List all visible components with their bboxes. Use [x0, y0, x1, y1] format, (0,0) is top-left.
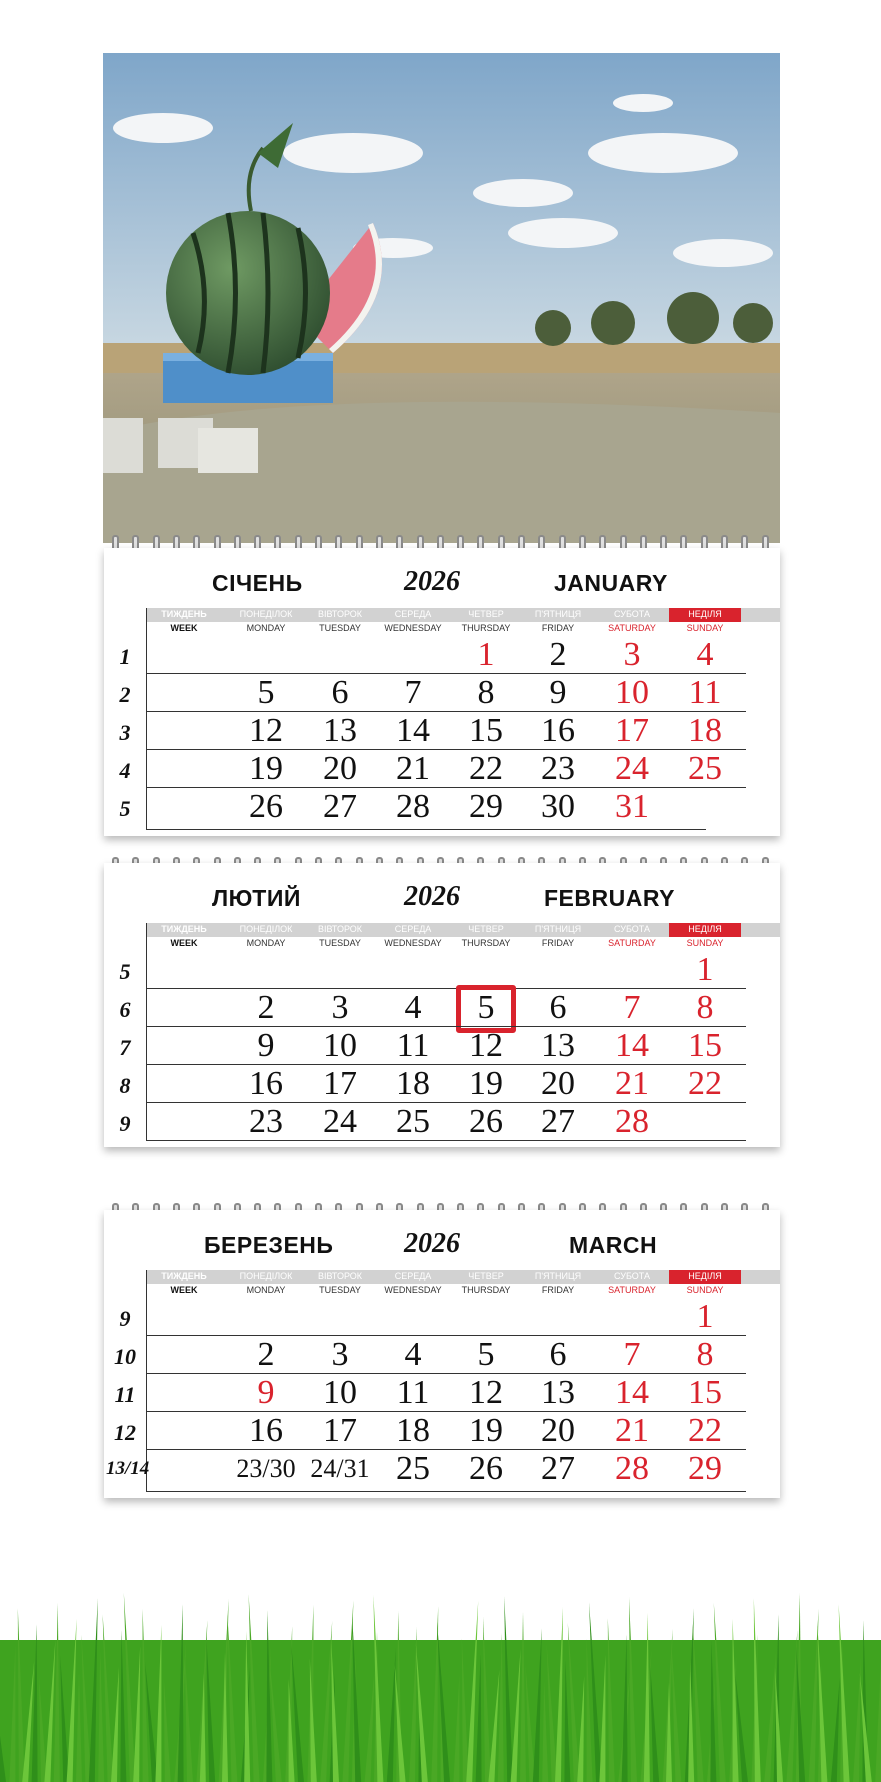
- day-cell[interactable]: 20: [323, 750, 357, 787]
- day-cell[interactable]: 26: [469, 1103, 503, 1140]
- weekday-label-ua: П'ЯТНИЦЯ: [534, 609, 582, 619]
- day-cell[interactable]: 9: [257, 1374, 275, 1411]
- week-row-divider: [146, 1449, 746, 1450]
- day-cell[interactable]: 10: [323, 1374, 357, 1411]
- weekday-label-ua: НЕДІЛЯ: [688, 1271, 722, 1281]
- weekday-header-ua: [146, 608, 780, 622]
- week-number: 9: [119, 1306, 131, 1331]
- weekday-header-en: [146, 1284, 780, 1298]
- weekday-label-ua: П'ЯТНИЦЯ: [534, 1271, 582, 1281]
- week-number: 9: [119, 1111, 131, 1136]
- day-cell[interactable]: 15: [688, 1374, 722, 1411]
- weekday-label-en: TUESDAY: [319, 1285, 361, 1295]
- day-cell[interactable]: 19: [469, 1065, 503, 1102]
- weekday-label-en: FRIDAY: [541, 938, 575, 948]
- weekday-label-en: THURSDAY: [461, 623, 511, 633]
- month-name-en: FEBRUARY: [544, 885, 675, 911]
- day-cell[interactable]: 27: [541, 1103, 575, 1140]
- day-cell[interactable]: 12: [469, 1027, 503, 1064]
- weekday-label-ua: ВІВТОРОК: [317, 924, 363, 934]
- day-cell[interactable]: 27: [541, 1450, 575, 1487]
- weekday-label-ua: ЧЕТВЕР: [468, 609, 504, 619]
- day-cell[interactable]: 4: [404, 989, 422, 1026]
- weekday-label-ua: СУБОТА: [614, 1271, 650, 1281]
- week-label-ua: ТИЖДЕНЬ: [161, 609, 207, 619]
- day-cell[interactable]: 15: [469, 712, 503, 749]
- week-number: 5: [119, 796, 131, 821]
- week-row-divider: [146, 1335, 746, 1336]
- day-cell[interactable]: 16: [541, 712, 575, 749]
- day-cell[interactable]: 4: [696, 636, 714, 673]
- week-number: 8: [119, 1073, 131, 1098]
- week-row-divider: [146, 1026, 746, 1027]
- day-cell[interactable]: 10: [323, 1027, 357, 1064]
- weekday-label-ua: СУБОТА: [614, 609, 650, 619]
- month-panel-march: [104, 1210, 780, 1498]
- day-cell[interactable]: 24: [323, 1103, 357, 1140]
- day-cell[interactable]: 23/30: [236, 1454, 296, 1483]
- week-number: 6: [119, 997, 131, 1022]
- day-cell[interactable]: 8: [696, 989, 714, 1026]
- day-cell[interactable]: 25: [396, 1103, 430, 1140]
- weekday-label-ua: СЕРЕДА: [394, 609, 432, 619]
- weekday-header-en: [146, 937, 780, 951]
- weekday-header-en: [146, 622, 780, 636]
- day-cell[interactable]: 28: [615, 1103, 649, 1140]
- week-label-ua: ТИЖДЕНЬ: [161, 1271, 207, 1281]
- day-cell[interactable]: 2: [549, 636, 567, 673]
- day-cell[interactable]: 24/31: [310, 1454, 370, 1483]
- day-cell[interactable]: 10: [615, 674, 649, 711]
- day-cell[interactable]: 18: [688, 712, 722, 749]
- day-cell[interactable]: 21: [615, 1412, 649, 1449]
- day-cell[interactable]: 31: [615, 788, 649, 825]
- year: 2026: [404, 566, 460, 597]
- day-cell[interactable]: 1: [696, 951, 714, 988]
- month-name-en: MARCH: [569, 1232, 658, 1258]
- day-cell[interactable]: 23: [541, 750, 575, 787]
- day-cell[interactable]: 23: [249, 1103, 283, 1140]
- day-cell[interactable]: 12: [469, 1374, 503, 1411]
- day-cell[interactable]: 7: [404, 674, 422, 711]
- week-number: 11: [114, 1382, 136, 1407]
- day-cell[interactable]: 16: [249, 1412, 283, 1449]
- week-row-divider: [146, 711, 746, 712]
- day-cell[interactable]: 29: [688, 1450, 722, 1487]
- week-row-divider: [146, 1064, 746, 1065]
- weekday-label-ua: СЕРЕДА: [394, 924, 432, 934]
- day-cell[interactable]: 6: [549, 989, 567, 1026]
- day-cell[interactable]: 17: [615, 712, 649, 749]
- day-cell[interactable]: 1: [477, 636, 495, 673]
- week-column-divider: [146, 608, 147, 830]
- day-cell[interactable]: 25: [688, 750, 722, 787]
- day-cell[interactable]: 16: [249, 1065, 283, 1102]
- week-number: 5: [119, 959, 131, 984]
- month-header: [104, 548, 780, 608]
- day-cell[interactable]: 20: [541, 1412, 575, 1449]
- weekday-label-ua: ПОНЕДІЛОК: [239, 1271, 293, 1281]
- day-cell[interactable]: 14: [615, 1374, 649, 1411]
- week-row-divider: [146, 1140, 746, 1141]
- weekday-header-ua: [146, 923, 780, 937]
- month-name-ua: БЕРЕЗЕНЬ: [204, 1232, 334, 1258]
- day-cell[interactable]: 21: [396, 750, 430, 787]
- day-cell[interactable]: 5: [257, 674, 275, 711]
- day-cell[interactable]: 28: [396, 788, 430, 825]
- day-cell[interactable]: 25: [396, 1450, 430, 1487]
- week-number: 13/14: [106, 1458, 150, 1479]
- month-panel-february: [104, 863, 780, 1147]
- week-label-ua: ТИЖДЕНЬ: [161, 924, 207, 934]
- weekday-label-en: THURSDAY: [461, 1285, 511, 1295]
- weekday-label-ua: ПОНЕДІЛОК: [239, 924, 293, 934]
- weekday-label-en: SATURDAY: [608, 938, 656, 948]
- weekday-label-en: TUESDAY: [319, 623, 361, 633]
- day-cell[interactable]: 8: [477, 674, 495, 711]
- day-cell[interactable]: 11: [396, 1374, 430, 1411]
- day-cell[interactable]: 13: [541, 1374, 575, 1411]
- month-header: [104, 1210, 780, 1270]
- day-cell[interactable]: 22: [469, 750, 503, 787]
- weekday-label-ua: СУБОТА: [614, 924, 650, 934]
- day-cell[interactable]: 2: [257, 989, 275, 1026]
- weekday-label-en: FRIDAY: [541, 623, 575, 633]
- week-number: 2: [119, 682, 131, 707]
- year: 2026: [404, 1228, 460, 1259]
- day-cell[interactable]: 17: [323, 1412, 357, 1449]
- day-cell[interactable]: 29: [469, 788, 503, 825]
- weekday-header-ua: [146, 1270, 780, 1284]
- day-cell[interactable]: 11: [396, 1027, 430, 1064]
- day-cell[interactable]: 5: [477, 1336, 495, 1373]
- week-column-divider: [146, 923, 147, 1141]
- week-number: 3: [119, 720, 131, 745]
- day-cell[interactable]: 6: [331, 674, 349, 711]
- weekday-label-en: MONDAY: [246, 623, 286, 633]
- weekday-label-ua: ВІВТОРОК: [317, 609, 363, 619]
- day-cell[interactable]: 19: [249, 750, 283, 787]
- weekday-label-ua: ПОНЕДІЛОК: [239, 609, 293, 619]
- week-number: 7: [119, 1035, 131, 1060]
- year: 2026: [404, 881, 460, 912]
- month-name-ua: СІЧЕНЬ: [212, 570, 303, 596]
- day-cell[interactable]: 13: [541, 1027, 575, 1064]
- day-cell[interactable]: 2: [257, 1336, 275, 1373]
- day-cell[interactable]: 7: [623, 989, 641, 1026]
- weekday-label-en: SUNDAY: [686, 1285, 724, 1295]
- weekday-label-en: SUNDAY: [686, 938, 724, 948]
- day-cell[interactable]: 26: [249, 788, 283, 825]
- week-number: 4: [119, 758, 131, 783]
- week-row-divider: [146, 673, 746, 674]
- week-row-divider: [146, 787, 746, 788]
- month-name-ua: ЛЮТИЙ: [212, 885, 301, 911]
- day-cell[interactable]: 14: [396, 712, 430, 749]
- day-cell[interactable]: 28: [615, 1450, 649, 1487]
- day-cell[interactable]: 18: [396, 1065, 430, 1102]
- week-number: 12: [114, 1420, 136, 1445]
- day-cell[interactable]: 3: [331, 989, 349, 1026]
- weekday-label-en: WEDNESDAY: [384, 938, 442, 948]
- day-cell[interactable]: 11: [688, 674, 722, 711]
- day-cell[interactable]: 3: [623, 636, 641, 673]
- day-cell[interactable]: 6: [549, 1336, 567, 1373]
- weekday-label-en: MONDAY: [246, 938, 286, 948]
- weekday-label-en: THURSDAY: [461, 938, 511, 948]
- week-number: 1: [119, 644, 131, 669]
- day-cell[interactable]: 27: [323, 788, 357, 825]
- day-cell[interactable]: 14: [615, 1027, 649, 1064]
- day-cell[interactable]: 15: [688, 1027, 722, 1064]
- day-cell[interactable]: 30: [541, 788, 575, 825]
- day-cell[interactable]: 24: [615, 750, 649, 787]
- day-cell[interactable]: 22: [688, 1065, 722, 1102]
- week-row-divider: [146, 988, 746, 989]
- week-row-divider: [146, 829, 706, 830]
- weekday-label-en: WEDNESDAY: [384, 623, 442, 633]
- week-row-divider: [146, 749, 746, 750]
- day-cell[interactable]: 3: [331, 1336, 349, 1373]
- week-row-divider: [146, 1373, 746, 1374]
- weekday-label-en: MONDAY: [246, 1285, 286, 1295]
- day-cell[interactable]: 4: [404, 1336, 422, 1373]
- weekday-label-ua: ЧЕТВЕР: [468, 1271, 504, 1281]
- week-label-en: WEEK: [170, 938, 198, 948]
- day-cell[interactable]: 13: [323, 712, 357, 749]
- day-cell[interactable]: 17: [323, 1065, 357, 1102]
- day-cell[interactable]: 21: [615, 1065, 649, 1102]
- day-cell[interactable]: 9: [257, 1027, 275, 1064]
- week-number: 10: [114, 1344, 136, 1369]
- day-cell[interactable]: 19: [469, 1412, 503, 1449]
- weekday-label-en: SATURDAY: [608, 623, 656, 633]
- weekday-label-ua: П'ЯТНИЦЯ: [534, 924, 582, 934]
- day-cell[interactable]: 26: [469, 1450, 503, 1487]
- week-row-divider: [146, 1102, 746, 1103]
- day-cell[interactable]: 9: [549, 674, 567, 711]
- day-cell[interactable]: 20: [541, 1065, 575, 1102]
- week-row-divider: [146, 1491, 746, 1492]
- weekday-label-ua: ЧЕТВЕР: [468, 924, 504, 934]
- weekday-label-en: SUNDAY: [686, 623, 724, 633]
- day-cell[interactable]: 12: [249, 712, 283, 749]
- grass-decoration: [0, 1520, 881, 1782]
- day-cell[interactable]: 1: [696, 1298, 714, 1335]
- day-cell[interactable]: 22: [688, 1412, 722, 1449]
- day-cell[interactable]: 7: [623, 1336, 641, 1373]
- weekday-label-en: WEDNESDAY: [384, 1285, 442, 1295]
- day-cell[interactable]: 18: [396, 1412, 430, 1449]
- week-label-en: WEEK: [170, 1285, 198, 1295]
- month-header: [104, 863, 780, 923]
- weekday-label-ua: НЕДІЛЯ: [688, 609, 722, 619]
- day-cell[interactable]: 8: [696, 1336, 714, 1373]
- day-cell[interactable]: 5: [477, 989, 495, 1026]
- weekday-label-ua: НЕДІЛЯ: [688, 924, 722, 934]
- month-panel-january: [104, 548, 780, 836]
- weekday-label-en: TUESDAY: [319, 938, 361, 948]
- weekday-label-ua: СЕРЕДА: [394, 1271, 432, 1281]
- weekday-label-en: FRIDAY: [541, 1285, 575, 1295]
- month-name-en: JANUARY: [554, 570, 668, 596]
- weekday-label-ua: ВІВТОРОК: [317, 1271, 363, 1281]
- weekday-label-en: SATURDAY: [608, 1285, 656, 1295]
- week-row-divider: [146, 1411, 746, 1412]
- week-label-en: WEEK: [170, 623, 198, 633]
- watermelon-monument-photo: [103, 53, 780, 543]
